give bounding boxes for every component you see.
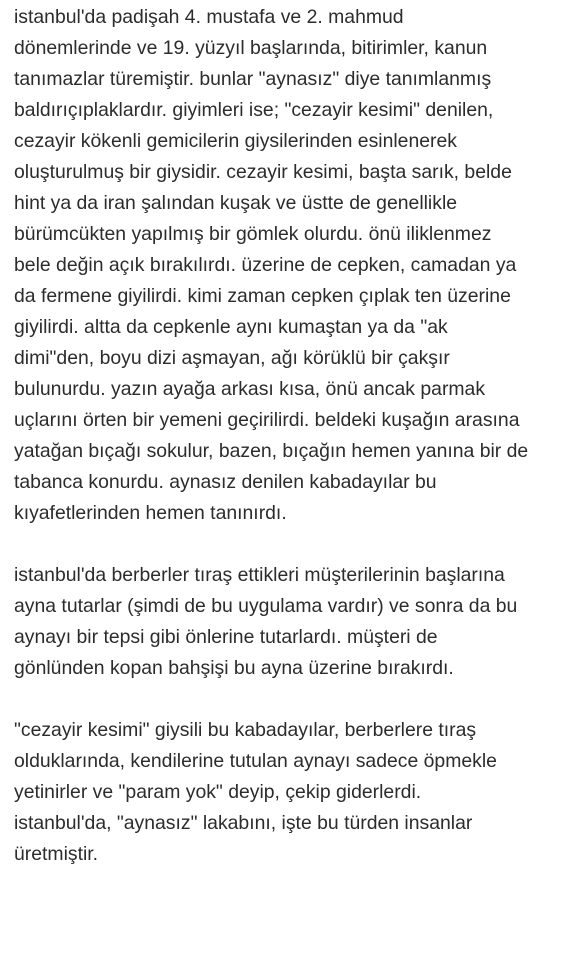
text-line: istanbul'da berberler tıraş ettikleri müşterilerinin başlarına xyxy=(14,564,505,586)
paragraph-2 xyxy=(14,560,566,684)
text-line: hint ya da iran şalından kuşak ve üstte de genellikle xyxy=(14,192,458,214)
text-line: istanbul'da, "aynasız" lakabını, işte bu türden insanlar xyxy=(14,812,473,834)
paragraph-3 xyxy=(14,715,566,870)
text-line: aynayı bir tepsi gibi önlerine tutarlardı. müşteri de xyxy=(14,626,438,648)
text-line: gönlünden kopan bahşişi bu ayna üzerine bırakırdı. xyxy=(14,657,454,679)
text-line: üretmiştir. xyxy=(14,843,99,865)
text-line: baldırıçıplaklardır. giyimleri ise; "cezayir kesimi" denilen, xyxy=(14,99,494,121)
text-line: ayna tutarlar (şimdi de bu uygulama vardır) ve sonra da bu xyxy=(14,595,518,617)
paragraph-1 xyxy=(14,0,566,529)
text-line: istanbul'da padişah 4. mustafa ve 2. mahmud xyxy=(14,6,404,28)
text-line: giyilirdi. altta da cepkenle aynı kumaştan ya da "ak xyxy=(14,316,448,338)
text-line: kıyafetlerinden hemen tanınırdı. xyxy=(14,502,287,524)
text-line: oluşturulmuş bir giysidir. cezayir kesimi, başta sarık, belde xyxy=(14,161,512,183)
paragraph-gap xyxy=(14,684,566,715)
paragraph-gap xyxy=(14,529,566,560)
text-line: "cezayir kesimi" giysili bu kabadayılar, berberlere tıraş xyxy=(14,719,477,741)
text-line: tanımazlar türemiştir. bunlar "aynasız" diye tanımlanmış xyxy=(14,68,492,90)
text-line: dönemlerinde ve 19. yüzyıl başlarında, bitirimler, kanun xyxy=(14,37,488,59)
text-line: cezayir kökenli gemicilerin giysilerinden esinlenerek xyxy=(14,130,457,152)
text-line: yetinirler ve "param yok" deyip, çekip giderlerdi. xyxy=(14,781,422,803)
text-line: olduklarında, kendilerine tutulan aynayı sadece öpmekle xyxy=(14,750,497,772)
text-line: bulunurdu. yazın ayağa arkası kısa, önü ancak parmak xyxy=(14,378,486,400)
text-line: uçlarını örten bir yemeni geçirilirdi. beldeki kuşağın arasına xyxy=(14,409,520,431)
text-line: yatağan bıçağı sokulur, bazen, bıçağın hemen yanına bir de xyxy=(14,440,529,462)
text-line: dimi"den, boyu dizi aşmayan, ağı körüklü bir çakşır xyxy=(14,347,450,369)
text-line: tabanca konurdu. aynasız denilen kabadayılar bu xyxy=(14,471,437,493)
text-line: da fermene giyilirdi. kimi zaman cepken çıplak ten üzerine xyxy=(14,285,511,307)
text-line: bele değin açık bırakılırdı. üzerine de cepken, camadan ya xyxy=(14,254,517,276)
text-line: bürümcükten yapılmış bir gömlek olurdu. önü iliklenmez xyxy=(14,223,492,245)
